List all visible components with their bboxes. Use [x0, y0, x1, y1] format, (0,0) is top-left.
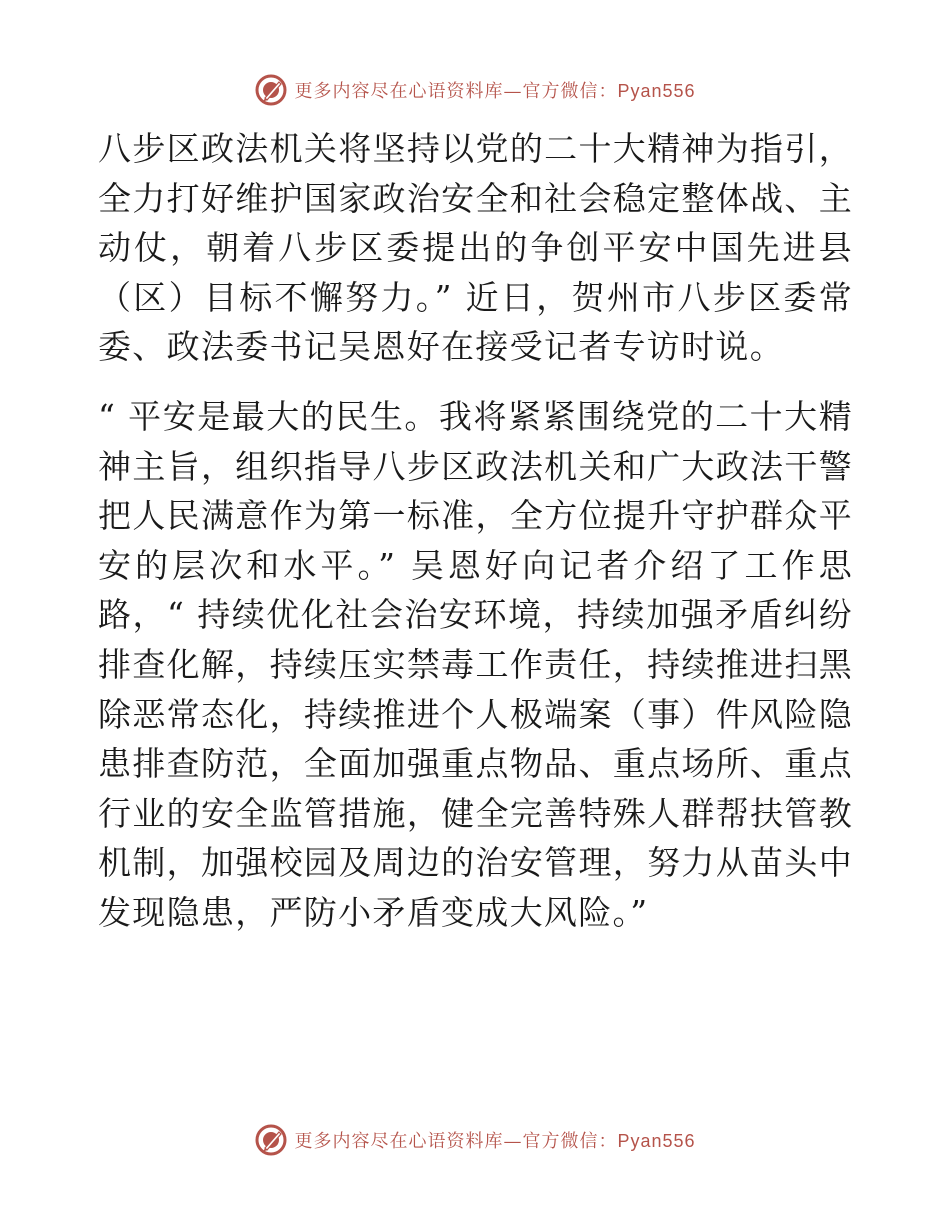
paragraph-1: 八步区政法机关将坚持以党的二十大精神为指引，全力打好维护国家政治安全和社会稳定整体战、主动仗，朝着八步区委提出的争创平安中国先进县（区）目标不懈努力。” 近日，贺州市八步区委常委、政法委书记吴恩好在接受记者专访时说。 — [98, 129, 853, 367]
article-body — [98, 124, 853, 938]
paragraph-2: “ 平安是最大的民生。我将紧紧围绕党的二十大精神主旨，组织指导八步区政法机关和广大政法干警把人民满意作为第一标准，全方位提升守护群众平安的层次和水平。” 吴恩好向记者介绍了工作思路，“ 持续优化社会治安环境，持续加强矛盾纠纷排查化解，持续压实禁毒工作责任，持续推进扫黑除恶常态化，持续推进个人极端案（事）件风险隐患排查防范，全面加强重点物品、重点场所、重点行业的安全监管措施，健全完善特殊人群帮扶管教机制，加强校园及周边的治安管理，努力从苗头中发现隐患，严防小矛盾变成大风险。” — [98, 396, 853, 932]
header-wechat-label: 官方微信： — [522, 81, 618, 102]
footer-banner — [0, 1120, 950, 1160]
footer-site-name: 更多内容尽在心语资料库 — [294, 1131, 504, 1152]
pen-logo-icon — [254, 1123, 288, 1157]
header-wechat-id: Pyan556 — [617, 81, 696, 101]
footer-banner-text — [294, 1127, 695, 1153]
footer-separator: — — [503, 1131, 523, 1152]
pen-logo-icon — [254, 73, 288, 107]
header-banner-text — [294, 77, 695, 103]
header-separator: — — [503, 81, 523, 102]
footer-wechat-label: 官方微信： — [522, 1131, 618, 1152]
header-site-name: 更多内容尽在心语资料库 — [294, 81, 504, 102]
footer-wechat-id: Pyan556 — [617, 1131, 696, 1151]
header-banner — [0, 70, 950, 110]
